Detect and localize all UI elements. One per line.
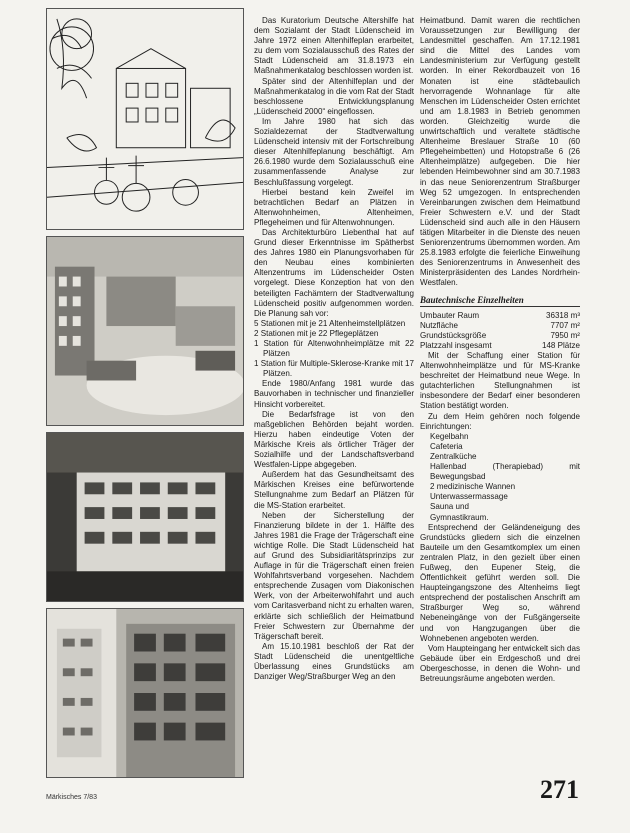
paragraph: Mit der Schaffung einer Station für Altenwohnheimplätze und für MS-Kranke beschreitet der Heimatbund neue Wege. In gutachterlichen Stellungnahmen ist insbesondere der Bedarf einer besonderen Station bestätigt worden.	[420, 351, 580, 411]
paragraph: Heimatbund. Damit waren die rechtlichen Voraussetzungen zur Bewilligung der Landesmittel geschaffen. Am 17.12.1981 sind die Mittel des Landes vom Landesministerium zur Verfügung gestellt worden. In einer Rekordbauzeit von 16 Monaten ist eine städtebaulich hervorragende Wohnanlage für alte Menschen im Lüdenscheider Osten errichtet und am 1.8.1983 in Betrieb genommen worden. Gleichzeitig wurde die unwirtschaftlich und veraltete städtische Altenheime Breslauer Straße 10 (60 Pflegeheimbetten) und Hotopstraße 6 (26 Altenheimplätze) aufgegeben. Die hier lebenden Heimbewohner sind am 30.7.1983 in das neue Seniorenzentrum Straßburger Weg 52 umgezogen. In entsprechenden Vereinbarungen zwischen dem Heimatbund Freier Schwestern e.V. und der Stadt Lüdenscheid sind auch alle in den Häusern tätigen Mitarbeiter in die Dienste des neuen Seniorenzentrums übernommen worden. Am 25.8.1983 erfolgte die feierliche Einweihung des Seniorenzentrums in Anwesenheit des Ministerpräsidenten des Landes Nordrhein-Westfalen.	[420, 16, 580, 288]
facility-item: 2 medizinische Wannen	[430, 482, 516, 492]
facility-item: Unterwassermassage	[430, 492, 508, 502]
spec-label: Nutzfläche	[420, 320, 459, 330]
list-item: 1 Station für Altenwohnheimplätze mit 22 Plätzen	[254, 339, 414, 359]
paragraph: Ende 1980/Anfang 1981 wurde das Bauvorhaben in technischer und finanzieller Hinsicht vorbereitet.	[254, 379, 414, 409]
facility-item: Sauna und	[430, 502, 469, 512]
spec-value: 7707 m²	[550, 320, 580, 330]
facility-item: Cafeteria	[430, 441, 463, 451]
paragraph: Im Jahre 1980 hat sich das Sozialdezernat der Stadtverwaltung Lüdenscheid intensiv mit der Fortschreibung dieser Altenhilfeplanung beschäftigt. Am 26.6.1980 wurde dem Sozialausschuß eine zusammenfassende Analyse zur Beschlußfassung vorgelegt.	[254, 116, 414, 187]
paragraph: Das Architekturbüro Liebenthal hat auf Grund dieser Erkenntnisse im Spätherbst des Jahres 1980 ein Planungsvorhaben für den Neubau eines kombinierten Altenzentrums im Lüdenscheider Osten vorgelegt. Diese Konzeption hat von den beteiligten Fachämtern der Stadtverwaltung Lüdenscheid positiv aufgenommen worden. Die Planung sah vor:	[254, 227, 414, 318]
spec-value: 36318 m³	[546, 310, 580, 320]
photo-courtyard	[46, 236, 244, 426]
paragraph: Das Kuratorium Deutsche Altershilfe hat dem Sozialamt der Stadt Lüdenscheid im Jahre 1972 einen Altenhilfeplan erarbeitet, zu dem vom Sozialausschuß des Rates der Stadt Lüdenscheid am 31.8.1973 ein Maßnahmenkatalog beschlossen worden ist.	[254, 16, 414, 76]
spec-row	[420, 321, 580, 331]
spec-value: 7950 m²	[550, 330, 580, 340]
spec-value: 148 Plätze	[541, 340, 580, 350]
spec-label: Grundstücksgröße	[420, 330, 487, 340]
paragraph: Außerdem hat das Gesundheitsamt des Märkischen Kreises eine befürwortende Stellungnahme zum Bedarf an Plätzen für die MS-Station erarbeitet.	[254, 470, 414, 510]
paragraph: Neben der Sicherstellung der Finanzierung bildete in der 1. Hälfte des Jahres 1981 die Frage der Trägerschaft eine wichtige Rolle. Die Stadt Lüdenscheid hat auf Grund des Subsidiaritätsprinzips zur Auflage in für die Trägerschaft einen freien Wohlfahrtsverband vorgesehen. Nachdem entsprechende Zusagen vom Diakonischen Werk, von der Arbeiterwohlfahrt und auch vom Caritasverband nicht zu erhalten waren, erklärte sich schließlich der Heimatbund Freier Schwestern zur Übernahme der Trägerschaft bereit.	[254, 510, 414, 641]
paragraph: Entsprechend der Geländeneigung des Grundstücks gliedern sich die einzelnen Bauteile um den Gesamtkomplex um einen zentralen Platz, in den gezielt über einen Fußweg, den Eupener Steig, die Öffentlichkeit geführt werden soll. Die Haupteingangszone des Altenheims liegt entsprechend der postalischen Anschrift am Straßburger Weg so, während Nebeneingänge von der Fußgängerseite und von Hangzugangen über die Wohnebenen angeboten werden.	[420, 522, 580, 643]
paragraph: Die Bedarfsfrage ist von den maßgeblichen Behörden bejaht worden. Hierzu haben eindeutige Voten der Märkische Kreis als örtlicher Träger der Sozialhilfe und der Landschaftsverband Westfalen-Lippe abgegeben.	[254, 409, 414, 470]
list-item: 5 Stationen mit je 21 Altenheimstellplätzen	[254, 318, 406, 328]
spec-label: Platzzahl insgesamt	[420, 340, 492, 350]
facility-item: Gymnastikraum.	[430, 512, 489, 522]
paragraph: Hierbei bestand kein Zweifel im betrachtlichen Bedarf an Plätzen in Altenwohnheimen, Altenheimen, Pflegeheimen und für Altenwohnungen.	[254, 187, 414, 227]
paragraph: Zu dem Heim gehören noch folgende Einrichtungen:	[420, 411, 580, 431]
facility-item: Zentralküche	[430, 451, 477, 461]
spec-label: Umbauter Raum	[420, 310, 480, 320]
photo-building-terraces	[46, 432, 244, 602]
page-number: 271	[540, 775, 579, 804]
footer-issue-label: Märkisches 7/83	[46, 794, 97, 801]
paragraph: Am 15.10.1981 beschloß der Rat der Stadt Lüdenscheid die unentgeltliche Überlassung eines Grundstücks am Danziger Weg/Straßburger Weg an den	[254, 641, 414, 682]
paragraph: Später sind der Altenhilfeplan und der Maßnahmenkatalog in die vom Rat der Stadt beschlossene Entwicklungsplanung „Lüdenscheid 2000“ eingeflossen.	[254, 76, 414, 116]
paragraph: Vom Haupteingang her entwickelt sich das Gebäude über ein Erdgeschoß und drei Obergeschosse, in denen die Wohn- und Betreuungsräume angeboten werden.	[420, 643, 580, 683]
photo-building-facade	[46, 608, 244, 778]
spec-row	[420, 331, 580, 341]
list-item: 1 Station für Multiple-Sklerose-Kranke mit 17 Plätzen.	[254, 359, 414, 379]
right-text-column	[420, 16, 580, 684]
facility-item: Hallenbad (Therapiebad) mit Bewegungsbad	[430, 462, 580, 482]
drawing-street-scene	[46, 8, 244, 230]
spec-row	[420, 311, 580, 321]
middle-text-column	[254, 16, 414, 682]
spec-row	[420, 341, 580, 351]
list-item: 2 Stationen mit je 22 Pflegeplätzen	[254, 328, 379, 338]
facility-item: Kegelbahn	[430, 431, 469, 441]
section-heading: Bautechnische Einzelheiten	[420, 295, 580, 307]
